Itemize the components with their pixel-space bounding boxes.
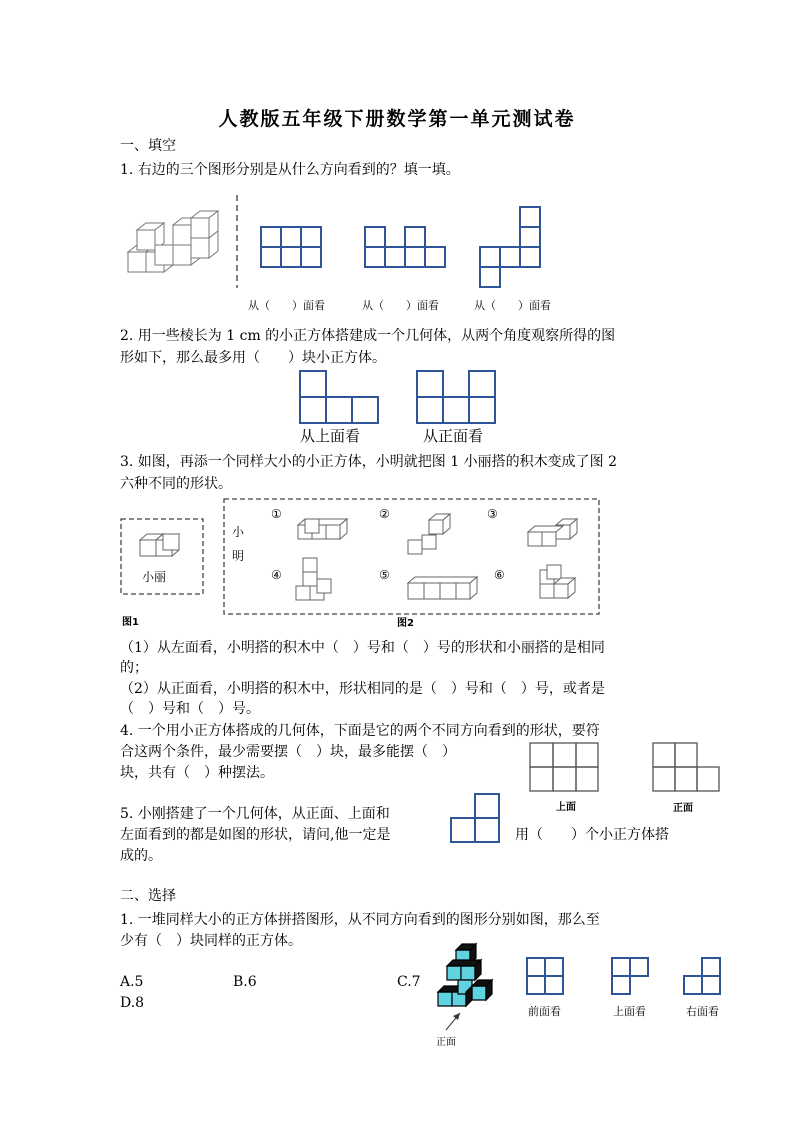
s2-q1-line2: 少有（ ）块同样的正方体。 [120,933,302,949]
fig1-caption: 图1 [122,617,139,628]
option-d: D.8 [120,995,145,1011]
fig2-xiaoming-2: 明 [232,549,245,563]
q3-line1: 3. 如图，再添一个同样大小的小正方体，小明就把图 1 小丽搭的积木变成了图 2 [120,454,617,470]
q1-text: 1. 右边的三个图形分别是从什么方向看到的？填一填。 [120,162,460,178]
page-title: 人教版五年级下册数学第一单元测试卷 [218,108,576,130]
fig2-caption: 图2 [397,618,414,629]
q1-label-1: 从（ ）面看 [248,299,325,312]
s2-label-right: 右面看 [686,1005,719,1018]
q1-label-3: 从（ ）面看 [474,299,551,312]
q2-label-front: 从正面看 [423,427,484,445]
q3-sub2-line1: （2）从正面看，小明搭的积木中，形状相同的是（ ）号和（ ）号，或者是 [120,681,605,697]
q5-line2: 左面看到的都是如图的形状，请问,他一定是 [120,827,391,843]
q4-label-top: 上面 [556,802,576,813]
q1-label-2: 从（ ）面看 [362,299,439,312]
fig1-xiaoli: 小丽 [142,570,167,584]
q2-line2: 形如下，那么最多用（ ）块小正方体。 [120,350,386,366]
section1-heading: 一、填空 [120,138,176,154]
fig2-num-1: ① [271,507,282,521]
q4-line1: 4. 一个用小正方体搭成的几何体，下面是它的两个不同方向看到的形状，要符 [120,723,600,739]
q5-line1: 5. 小刚搭建了一个几何体，从正面、上面和 [120,806,390,822]
q3-sub1-line2: 的； [120,660,148,676]
q3-sub2-line2: （ ）号和（ ）号。 [120,701,260,717]
q3-line2: 六种不同的形状。 [120,476,232,492]
q2-line1: 2. 用一些棱长为 1 cm 的小正方体搭建成一个几何体，从两个角度观察所得的图 [120,328,616,344]
s2-right-view [684,958,720,994]
s2-label-top: 上面看 [613,1005,646,1018]
cyan-cube-stack [438,944,492,1006]
s2-label-zm: 正面 [436,1037,456,1048]
arrow-head [453,1013,460,1020]
fig2-num-6: ⑥ [494,568,505,582]
option-a: A.5 [120,974,144,990]
s2-q1-line1: 1. 一堆同样大小的正方体拼搭图形，从不同方向看到的图形分别如图，那么至 [120,912,600,928]
q5-line3: 成的。 [120,848,162,864]
q2-label-top: 从上面看 [300,427,361,445]
q4-label-front: 正面 [673,803,693,814]
s2-top-view [612,958,648,994]
fig2-num-4: ④ [271,568,282,582]
q4-line2: 合这两个条件，最少需要摆（ ）块，最多能摆（ ） [120,744,456,760]
fig2-num-5: ⑤ [379,568,390,582]
fig2-num-2: ② [379,507,390,521]
q5-line2b: 用（ ）个小正方体搭 [515,827,669,843]
fig2-xiaoming-1: 小 [232,525,245,539]
s2-front-view [527,958,563,994]
q3-sub1-line1: （1）从左面看，小明搭的积木中（ ）号和（ ）号的形状和小丽搭的是相同 [120,640,605,656]
s2-label-front: 前面看 [528,1005,561,1018]
option-b: B.6 [233,974,257,990]
option-c: C.7 [397,974,421,990]
section2-heading: 二、选择 [120,888,176,904]
fig2-num-3: ③ [487,507,498,521]
q4-line3: 块，共有（ ）种摆法。 [120,765,274,781]
